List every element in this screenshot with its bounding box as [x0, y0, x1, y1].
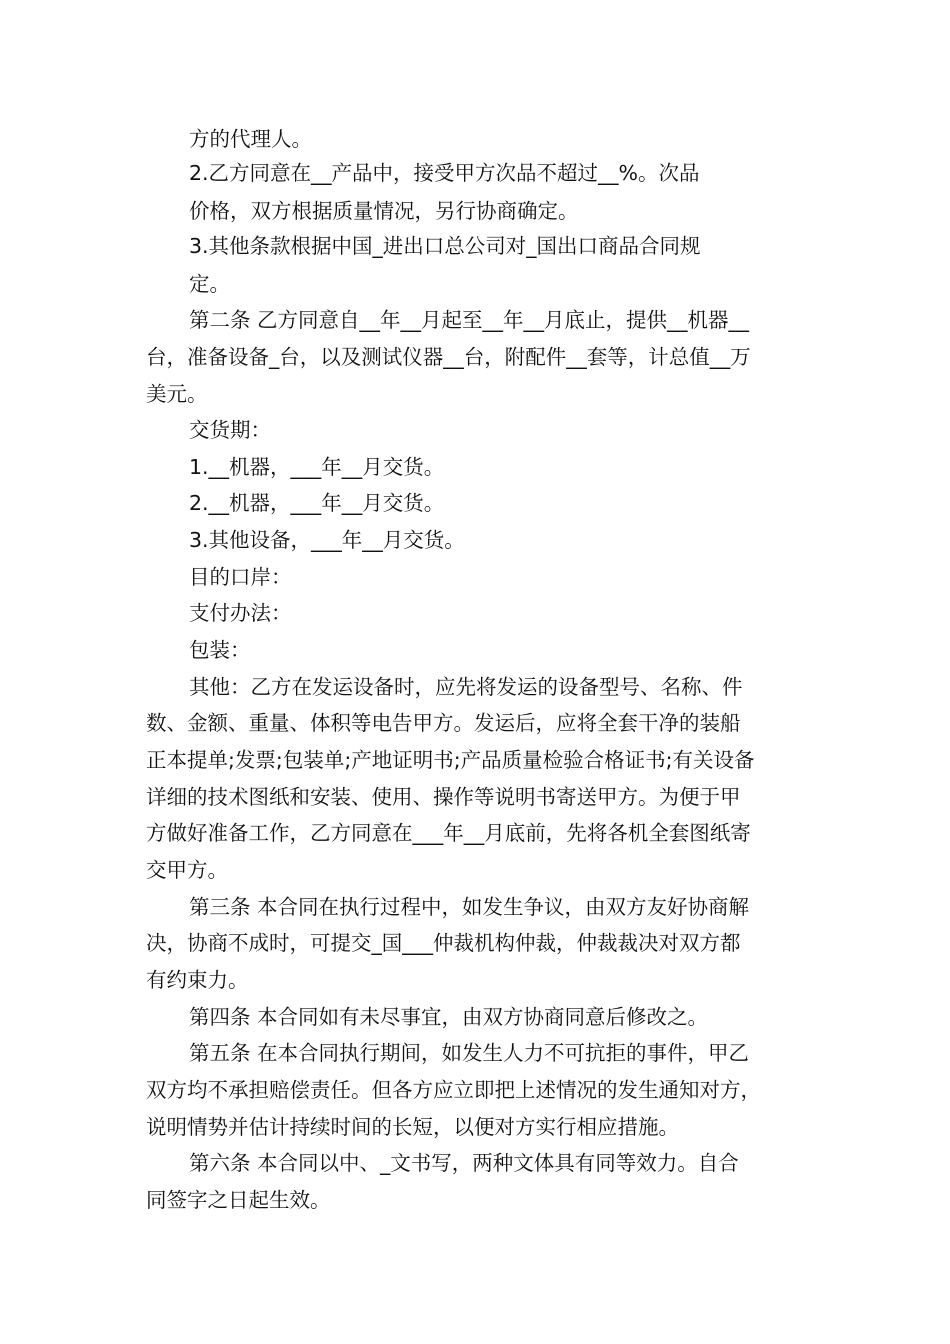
text-line: 3.其他条款根据中国_进出口总公司对_国出口商品合同规 — [189, 234, 701, 258]
text-line: 同签字之日起生效。 — [146, 1188, 331, 1212]
text-line: 数、金额、重量、体积等电告甲方。发运后，应将全套干净的装船 — [146, 711, 741, 735]
text-line: 双方均不承担赔偿责任。但各方应立即把上述情况的发生通知对方， — [146, 1078, 761, 1102]
text-line: 目的口岸： — [189, 565, 292, 589]
text-line: 有约束力。 — [146, 968, 249, 992]
text-line: 决，协商不成时，可提交_国___仲裁机构仲裁，仲裁裁决对双方都 — [146, 931, 741, 955]
text-line: 2.乙方同意在__产品中，接受甲方次品不超过__%。次品 — [189, 161, 700, 185]
text-line: 台，准备设备_台，以及测试仪器__台，附配件__套等，计总值__万 — [146, 345, 751, 369]
text-line: 第六条 本合同以中、_文书写，两种文体具有同等效力。自合 — [189, 1151, 739, 1175]
text-line: 正本提单;发票;包装单;产地证明书;产品质量检验合格证书;有关设备 — [146, 748, 755, 772]
text-line: 方的代理人。 — [189, 127, 312, 151]
text-line: 第三条 本合同在执行过程中，如发生争议，由双方友好协商解 — [189, 895, 750, 919]
text-line: 第二条 乙方同意自__年__月起至__年__月底止，提供__机器__ — [189, 308, 750, 332]
text-line: 第五条 在本合同执行期间，如发生人力不可抗拒的事件，甲乙 — [189, 1041, 750, 1065]
text-line: 交甲方。 — [146, 858, 228, 882]
text-line: 说明情势并估计持续时间的长短，以便对方实行相应措施。 — [146, 1115, 679, 1139]
text-line: 详细的技术图纸和安装、使用、操作等说明书寄送甲方。为便于甲 — [146, 785, 741, 809]
text-line: 第四条 本合同如有未尽事宜，由双方协商同意后修改之。 — [189, 1005, 709, 1029]
text-line: 方做好准备工作，乙方同意在___年__月底前，先将各机全套图纸寄 — [146, 821, 751, 845]
text-line: 包装： — [189, 638, 251, 662]
text-line: 交货期： — [189, 418, 271, 442]
text-line: 3.其他设备，___年__月交货。 — [189, 528, 465, 552]
text-line: 美元。 — [146, 382, 208, 406]
text-line: 其他：乙方在发运设备时，应先将发运的设备型号、名称、件 — [189, 675, 743, 699]
text-line: 2.__机器，___年__月交货。 — [189, 491, 445, 515]
text-line: 1.__机器，___年__月交货。 — [189, 455, 445, 479]
text-line: 支付办法： — [189, 601, 292, 625]
text-line: 价格，双方根据质量情况，另行协商确定。 — [189, 199, 579, 223]
text-line: 定。 — [189, 272, 230, 296]
